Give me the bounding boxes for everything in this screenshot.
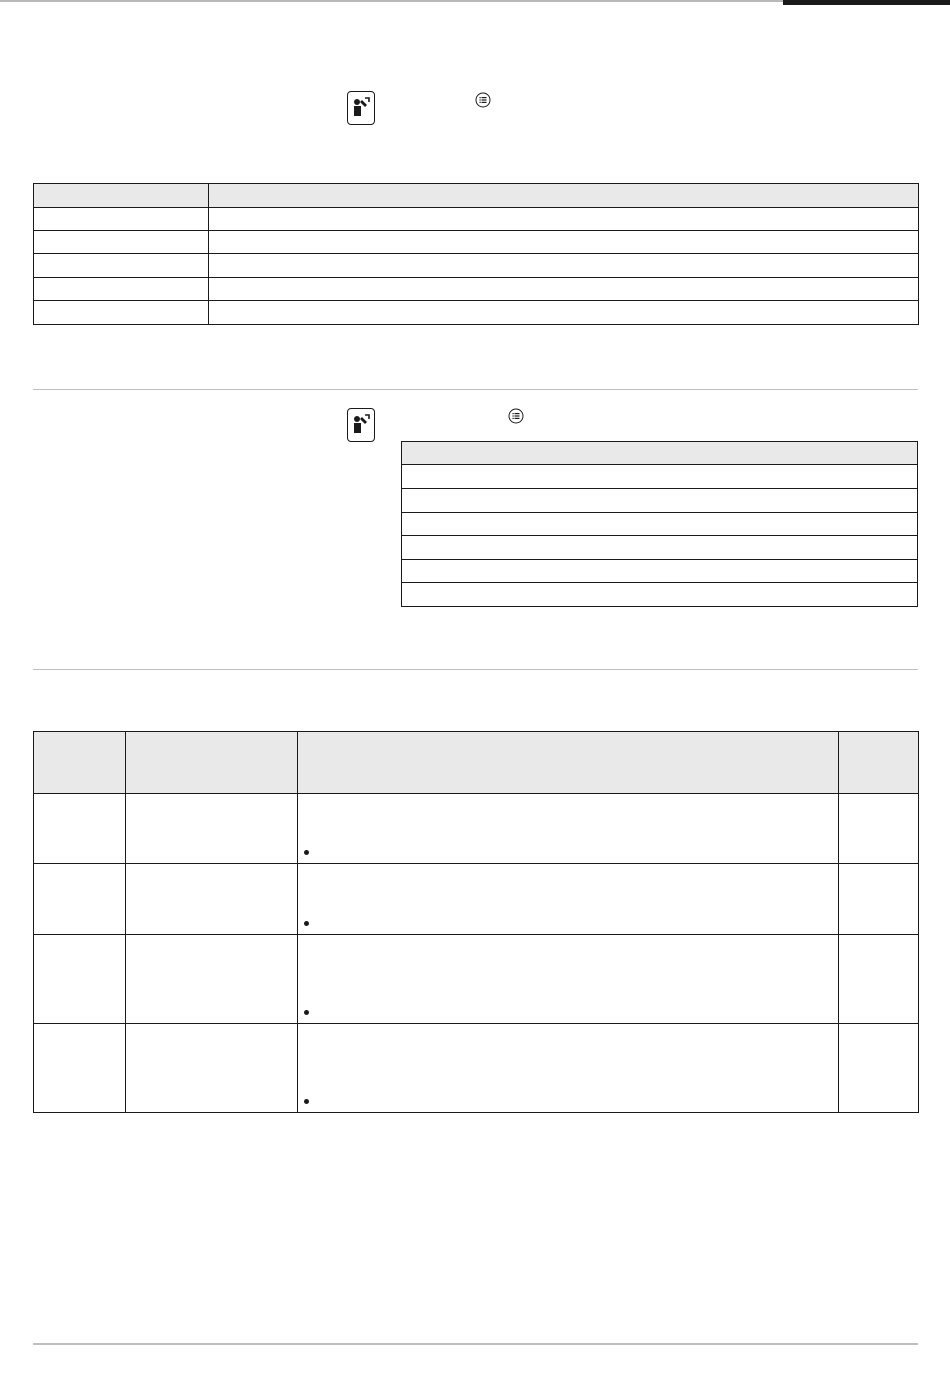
table-header-row: [402, 442, 918, 465]
page-footer-rule: [33, 1343, 918, 1345]
bullet-point: [304, 850, 309, 855]
table-cell: [298, 794, 839, 864]
table-row: [402, 560, 918, 583]
table-header-cell: [34, 184, 209, 208]
table-row: [34, 278, 919, 301]
table-cell: [839, 794, 919, 864]
table-cell: [34, 208, 209, 231]
bullet-point: [304, 1010, 309, 1015]
table-row: [34, 231, 919, 254]
table-cell: [126, 864, 298, 935]
parameter-table-1: [33, 183, 919, 325]
table-cell: [402, 583, 918, 607]
table-cell: [34, 254, 209, 278]
table-cell: [402, 513, 918, 536]
table-row: [402, 513, 918, 536]
table-cell: [34, 278, 209, 301]
table-cell: [126, 1024, 298, 1113]
table-row: [34, 864, 919, 935]
table-cell: [34, 794, 126, 864]
table-row: [402, 489, 918, 513]
table-row: [34, 301, 919, 325]
section-divider: [33, 669, 918, 670]
installer-wrench-icon: [347, 91, 375, 125]
table-header-cell: [34, 732, 126, 794]
table-cell: [34, 301, 209, 325]
table-cell: [34, 864, 126, 935]
bullet-point: [304, 921, 309, 926]
table-cell: [402, 536, 918, 560]
table-cell: [402, 465, 918, 489]
menu-list-icon[interactable]: [475, 92, 491, 108]
table-cell: [839, 935, 919, 1024]
table-row: [34, 208, 919, 231]
table-cell: [298, 1024, 839, 1113]
fault-table: [33, 731, 919, 1113]
table-header-cell: [126, 732, 298, 794]
table-cell: [298, 935, 839, 1024]
table-cell: [34, 231, 209, 254]
table-header-row: [34, 184, 919, 208]
table-cell: [34, 935, 126, 1024]
table-row: [34, 794, 919, 864]
table-row: [34, 935, 919, 1024]
table-header-cell: [839, 732, 919, 794]
table-header-cell: [402, 442, 918, 465]
table-cell: [839, 1024, 919, 1113]
table-cell: [298, 864, 839, 935]
table-row: [402, 465, 918, 489]
installer-wrench-icon: [347, 408, 375, 442]
table-cell: [209, 254, 919, 278]
table-cell: [126, 794, 298, 864]
table-row: [402, 583, 918, 607]
table-header-cell: [209, 184, 919, 208]
menu-list-icon[interactable]: [508, 408, 524, 424]
table-row: [34, 1024, 919, 1113]
table-cell: [402, 489, 918, 513]
table-cell: [126, 935, 298, 1024]
table-cell: [209, 301, 919, 325]
table-cell: [209, 231, 919, 254]
table-header-row: [34, 732, 919, 794]
table-cell: [402, 560, 918, 583]
parameter-table-2: [401, 441, 918, 607]
bullet-point: [304, 1099, 309, 1104]
table-header-cell: [298, 732, 839, 794]
table-cell: [34, 1024, 126, 1113]
section-divider: [33, 389, 918, 390]
table-row: [34, 254, 919, 278]
table-cell: [209, 278, 919, 301]
table-cell: [839, 864, 919, 935]
table-row: [402, 536, 918, 560]
table-cell: [209, 208, 919, 231]
page-top-rule: [0, 0, 950, 2]
